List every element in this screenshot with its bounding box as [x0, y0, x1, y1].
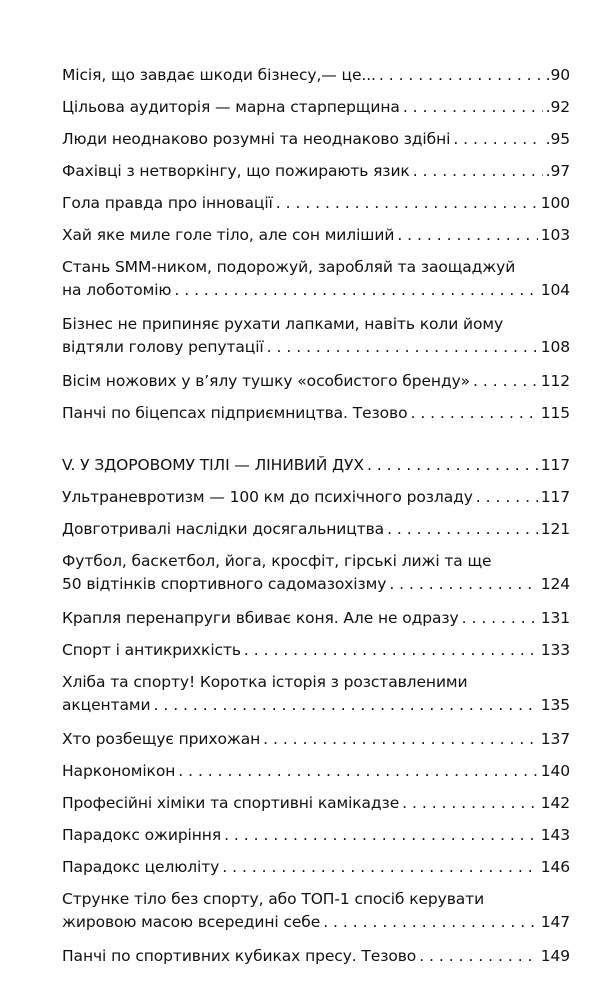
- dot-leader: [403, 96, 543, 119]
- dot-leader: [263, 728, 538, 751]
- dot-leader: [153, 694, 537, 717]
- toc-entry: [62, 313, 570, 370]
- toc-entry: [62, 160, 570, 192]
- toc-entry-title: V. У ЗДОРОВОМУ ТІЛІ — ЛІНИВИЙ ДУХ: [62, 456, 364, 474]
- toc-entry-page: 108: [540, 338, 570, 356]
- dot-leader: [413, 160, 543, 183]
- toc-entry-title: Спорт і антикрихкість: [62, 641, 241, 659]
- toc-entry-page: 117: [540, 456, 570, 474]
- toc-entry-page: 142: [540, 794, 570, 812]
- toc-entry-page: 112: [540, 372, 570, 390]
- dot-leader: [410, 402, 537, 425]
- toc-entry: [62, 792, 570, 824]
- toc-entry-title-line1: Стань SMM-ником, подорожуй, заробляй та заощаджуй: [62, 258, 516, 276]
- toc-entry-page: 131: [540, 609, 570, 627]
- toc-entry: [62, 888, 570, 945]
- toc-entry-page: 117: [540, 488, 570, 506]
- dot-leader: [276, 192, 538, 215]
- toc-entry: [62, 607, 570, 639]
- toc-entry: [62, 64, 570, 96]
- toc-entry: [62, 639, 570, 671]
- toc-entry-title: Місія, що завдає шкоди бізнесу,— це...: [62, 66, 376, 84]
- dot-leader: [387, 518, 538, 541]
- toc-entry-page: 103: [540, 226, 570, 244]
- dot-leader: [244, 639, 538, 662]
- toc-section-heading: [62, 454, 570, 486]
- toc-entry-title: Панчі по спортивних кубиках пресу. Тезово: [62, 947, 417, 965]
- dot-leader: [473, 370, 538, 393]
- toc-entry-page: 124: [540, 575, 570, 593]
- toc-entry-title: Ультраневротизм — 100 км до психічного розладу: [62, 488, 473, 506]
- dot-leader: [178, 760, 537, 783]
- toc-entry-title: Цільова аудиторія — марна старперщина: [62, 98, 400, 116]
- toc-entry-title: Крапля перенапруги вбиває коня. Але не одразу: [62, 609, 459, 627]
- dot-leader: [389, 573, 537, 596]
- toc-entry-page: 133: [540, 641, 570, 659]
- dot-leader: [462, 607, 538, 630]
- dot-leader: [174, 279, 537, 302]
- toc-entry-title: 50 відтінків спортивного садомазохізму: [62, 575, 387, 593]
- toc-entry-title-line1: Струнке тіло без спорту, або ТОП-1 спосіб керувати: [62, 890, 485, 908]
- toc-entry: [62, 856, 570, 888]
- toc-entry-title: Професійні хіміки та спортивні камікадзе: [62, 794, 400, 812]
- toc-entry: [62, 486, 570, 518]
- toc-entry-page: .97: [545, 162, 570, 180]
- toc-entry-title: на лоботомію: [62, 281, 172, 299]
- dot-leader: [267, 336, 538, 359]
- toc-entry: [62, 128, 570, 160]
- toc-entry-title-line1: Бізнес не припиняє рухати лапками, навіть коли йому: [62, 315, 504, 333]
- toc-entry-page: 143: [540, 826, 570, 844]
- dot-leader: [419, 945, 538, 968]
- table-of-contents: [62, 64, 570, 977]
- dot-leader: [323, 911, 538, 934]
- toc-entry: [62, 550, 570, 607]
- toc-entry-title: Фахівці з нетворкінгу, що пожирають язик: [62, 162, 410, 180]
- dot-leader: [367, 454, 538, 477]
- toc-entry-title: Наркономікон: [62, 762, 176, 780]
- toc-entry-page: .90: [545, 66, 570, 84]
- toc-entry: [62, 945, 570, 977]
- toc-entry-title-line1: Футбол, баскетбол, йога, кросфіт, гірські лижі та ще: [62, 552, 492, 570]
- toc-entry: [62, 192, 570, 224]
- toc-entry: [62, 402, 570, 434]
- toc-entry-page: 135: [540, 696, 570, 714]
- toc-entry-page: 121: [540, 520, 570, 538]
- toc-entry-title: Панчі по біцепсах підприємництва. Тезово: [62, 404, 408, 422]
- toc-entry-page: 149: [540, 947, 570, 965]
- toc-entry-title: Хай яке миле голе тіло, але сон миліший: [62, 226, 395, 244]
- toc-entry-page: 104: [540, 281, 570, 299]
- toc-entry-page: 115: [540, 404, 570, 422]
- toc-entry: [62, 370, 570, 402]
- toc-entry-page: 146: [540, 858, 570, 876]
- toc-entry-page: 147: [540, 913, 570, 931]
- toc-entry-title: Люди неоднаково розумні та неоднаково здібні: [62, 130, 451, 148]
- toc-entry-title: відтяли голову репутації: [62, 338, 264, 356]
- toc-entry-title: Довготривалі наслідки досягальництва: [62, 520, 385, 538]
- dot-leader: [397, 224, 537, 247]
- dot-leader: [453, 128, 542, 151]
- toc-entry-page: 100: [540, 194, 570, 212]
- toc-entry-title-line1: Хліба та спорту! Коротка історія з розставленими: [62, 673, 468, 691]
- toc-entry-title: Вісім ножових у в’ялу тушку «особистого бренду»: [62, 372, 471, 390]
- dot-leader: [476, 486, 538, 509]
- toc-entry-page: .95: [545, 130, 570, 148]
- toc-entry: [62, 728, 570, 760]
- toc-entry-page: .92: [545, 98, 570, 116]
- dot-leader: [379, 64, 543, 87]
- dot-leader: [224, 824, 538, 847]
- toc-entry-title: Парадокс целюліту: [62, 858, 220, 876]
- toc-entry-title: жировою масою всередині себе: [62, 913, 321, 931]
- toc-entry: [62, 256, 570, 313]
- dot-leader: [222, 856, 537, 879]
- dot-leader: [402, 792, 538, 815]
- toc-entry: [62, 518, 570, 550]
- toc-entry: [62, 824, 570, 856]
- toc-entry: [62, 671, 570, 728]
- toc-entry-title: Хто розбещує прихожан: [62, 730, 261, 748]
- toc-entry: [62, 224, 570, 256]
- toc-entry-page: 140: [540, 762, 570, 780]
- toc-entry-title: Гола правда про інновації: [62, 194, 273, 212]
- toc-entry-page: 137: [540, 730, 570, 748]
- toc-entry: [62, 760, 570, 792]
- toc-entry-title: Парадокс ожиріння: [62, 826, 222, 844]
- toc-entry-title: акцентами: [62, 696, 151, 714]
- toc-entry: [62, 96, 570, 128]
